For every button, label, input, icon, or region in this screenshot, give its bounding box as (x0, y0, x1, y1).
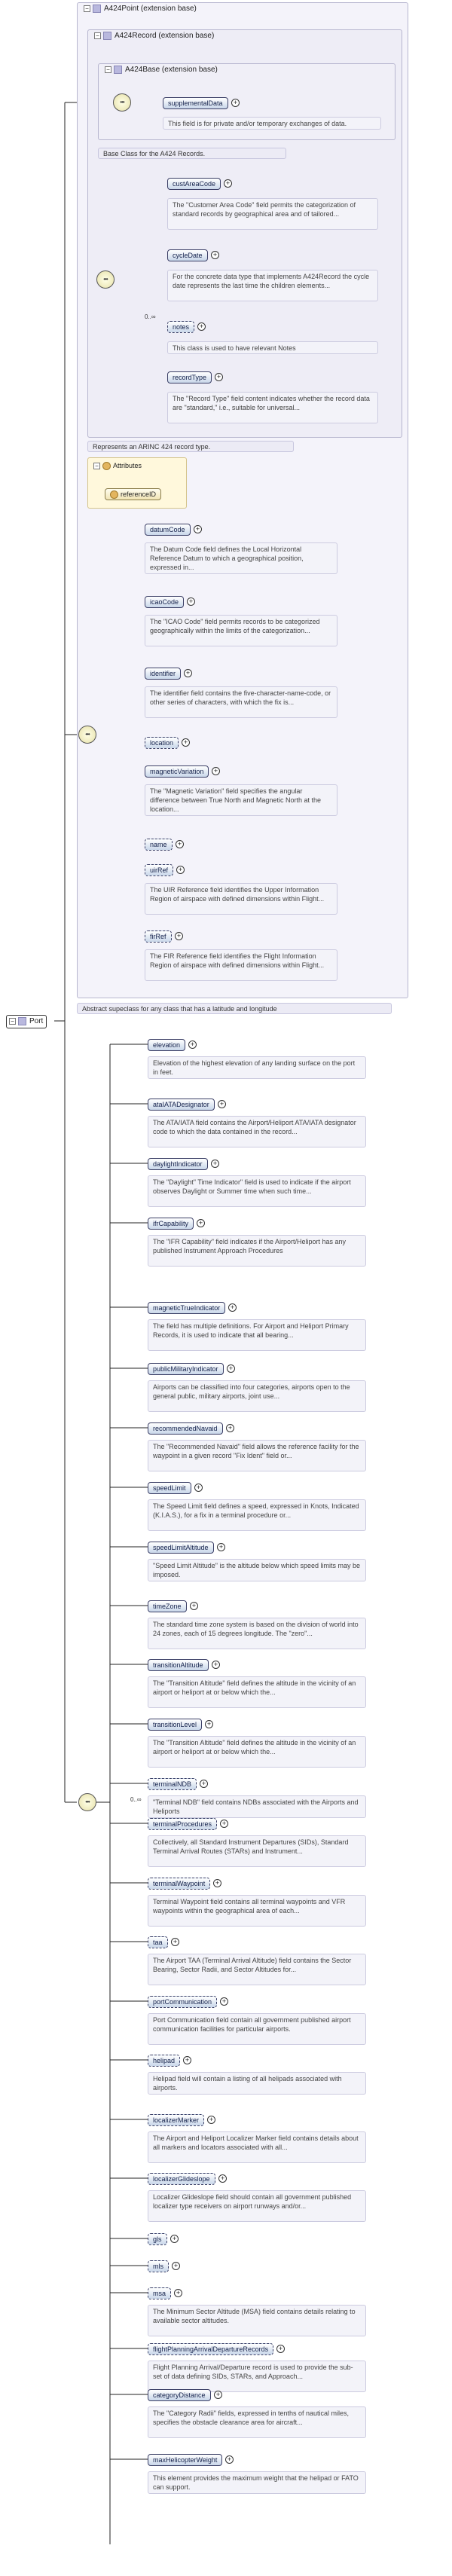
expand-plus-icon[interactable]: + (217, 1543, 225, 1551)
attribute-icon (102, 462, 111, 470)
element-doc: The identifier field contains the five-character-name-code, or other series of characters, with which the fix is... (145, 686, 337, 718)
expand-plus-icon[interactable]: + (218, 1100, 226, 1108)
element-doc: Terminal Waypoint field contains all terminal waypoints and VFR waypoints within the geographical area of each... (148, 1895, 366, 1927)
element-portCommunication[interactable]: portCommunication (148, 1996, 217, 2008)
element-recommendedNavaid[interactable]: recommendedNavaid (148, 1422, 223, 1435)
collapse-toggle[interactable]: − (9, 1018, 16, 1025)
element-doc: The "ICAO Code" field permits records to be categorized geographically within the limits of the categorization... (145, 615, 337, 646)
expand-plus-icon[interactable]: + (174, 2289, 182, 2297)
element-doc: Helipad field will contain a listing of all helipads associated with airports. (148, 2072, 366, 2095)
element-gls[interactable]: gls (148, 2233, 167, 2245)
element-doc: This field is for private and/or temporary exchanges of data. (163, 117, 381, 130)
element-mls[interactable]: mls (148, 2260, 169, 2272)
element-doc: For the concrete data type that implements A424Record the cycle date represents the last time the children elements... (167, 270, 378, 301)
element-doc: The ATA/IATA field contains the Airport/Heliport ATA/IATA designator code to which the data contained in the record... (148, 1116, 366, 1147)
sequence-compositor-icon[interactable]: ••• (78, 1793, 96, 1811)
attributes-header (93, 462, 142, 470)
expand-plus-icon[interactable]: + (172, 2262, 180, 2270)
expand-plus-icon[interactable]: + (182, 738, 190, 747)
expand-plus-icon[interactable]: + (220, 1997, 228, 2006)
element-transitionLevel[interactable]: transitionLevel (148, 1719, 202, 1731)
element-name[interactable]: name (145, 839, 173, 851)
expand-plus-icon[interactable]: + (213, 1879, 221, 1887)
expand-plus-icon[interactable]: + (175, 932, 183, 940)
element-timeZone[interactable]: timeZone (148, 1600, 187, 1612)
expand-plus-icon[interactable]: + (215, 373, 223, 381)
expand-plus-icon[interactable]: + (211, 1160, 219, 1168)
sequence-compositor-icon[interactable]: ••• (96, 270, 115, 289)
element-doc: Port Communication field contain all government published airport communication facilities for particular airports. (148, 2013, 366, 2045)
expand-plus-icon[interactable]: + (227, 1364, 235, 1373)
element-doc: The "Daylight" Time Indicator" field is used to indicate if the airport observes Daylight or Summer time when such time... (148, 1175, 366, 1207)
element-doc: The Airport and Heliport Localizer Marker field contains details about all markers and locators associated with all... (148, 2131, 366, 2163)
element-magneticTrueIndicator[interactable]: magneticTrueIndicator (148, 1302, 225, 1314)
element-doc: This class is used to have relevant Notes (167, 341, 378, 354)
element-datumCode[interactable]: datumCode (145, 524, 191, 536)
element-doc: The "Transition Altitude" field defines the altitude in the vicinity of an airport or heliport at or below which the... (148, 1676, 366, 1708)
extension-record-header (94, 32, 214, 40)
expand-plus-icon[interactable]: + (212, 767, 220, 775)
attribute-label: referenceID (121, 490, 157, 498)
element-doc: This element provides the maximum weight that the helipad or FATO can support. (148, 2471, 366, 2494)
element-categoryDistance[interactable]: categoryDistance (148, 2389, 211, 2401)
type-icon (93, 5, 101, 13)
extension-base-header (105, 66, 218, 74)
attribute-icon (110, 490, 118, 499)
element-doc: The FIR Reference field identifies the Flight Information Region of airspace with defined dimensions within Flight... (145, 949, 337, 981)
expand-plus-icon[interactable]: + (231, 99, 240, 107)
sequence-compositor-icon[interactable]: ••• (78, 726, 96, 744)
root-label: Port (29, 1017, 44, 1025)
element-doc: The Speed Limit field defines a speed, expressed in Knots, Indicated (K.I.A.S.), for a fix in a terminal procedure or... (148, 1499, 366, 1531)
expand-plus-icon[interactable]: + (194, 1484, 203, 1492)
sequence-compositor-icon[interactable]: ••• (113, 93, 131, 112)
element-msa[interactable]: msa (148, 2287, 171, 2299)
expand-plus-icon[interactable]: + (276, 2345, 285, 2353)
complex-type-icon (18, 1017, 26, 1025)
element-terminalProcedures[interactable]: terminalProcedures (148, 1818, 217, 1830)
element-doc: "Terminal NDB" field contains NDBs associated with the Airports and Heliports (148, 1795, 366, 1818)
element-doc: The "Record Type" field content indicates whether the record data are "standard," i.e., suitable for universal... (167, 392, 378, 423)
expand-plus-icon[interactable]: + (197, 322, 206, 331)
element-identifier[interactable]: identifier (145, 668, 181, 680)
record-doc: Represents an ARINC 424 record type. (87, 441, 294, 452)
element-firRef[interactable]: firRef (145, 930, 172, 943)
root-element-port[interactable] (6, 1015, 47, 1028)
expand-plus-icon[interactable]: + (190, 1602, 198, 1610)
type-icon (103, 32, 111, 40)
record-base-doc: Base Class for the A424 Records. (98, 148, 286, 159)
attributes-title: Attributes (113, 462, 142, 469)
element-doc: Localizer Glideslope field should contain all government published localizer type receivers on airport runways and/or... (148, 2190, 366, 2222)
element-supplementalData[interactable]: supplementalData (163, 97, 228, 109)
attributes-box (87, 457, 187, 509)
collapse-toggle-record[interactable]: − (94, 32, 101, 39)
extension-point-header (84, 5, 197, 13)
expand-plus-icon[interactable]: + (220, 1820, 228, 1828)
element-doc: Airports can be classified into four categories, airports open to the general public, military airports, joint use... (148, 1380, 366, 1412)
expand-plus-icon[interactable]: + (171, 1938, 179, 1946)
element-doc: The "Customer Area Code" field permits the categorization of standard records by geographical area and of tailored... (167, 198, 378, 230)
element-doc: The UIR Reference field identifies the Upper Information Region of airspace with defined dimensions within Flight... (145, 883, 337, 915)
element-doc: The Minimum Sector Altitude (MSA) field contains details relating to available sector altitudes. (148, 2305, 366, 2336)
expand-plus-icon[interactable]: + (184, 669, 192, 677)
expand-plus-icon[interactable]: + (228, 1303, 237, 1312)
expand-plus-icon[interactable]: + (212, 1661, 220, 1669)
element-maxHelicopterWeight[interactable]: maxHelicopterWeight (148, 2454, 222, 2466)
expand-plus-icon[interactable]: + (183, 2056, 191, 2064)
element-ataIATADesignator[interactable]: ataIATADesignator (148, 1099, 215, 1111)
element-doc: Flight Planning Arrival/Departure record is used to provide the sub-set of data defining SIDs, STARs, and Approach... (148, 2361, 366, 2392)
element-doc: The standard time zone system is based on the division of world into 24 zones, each of 15 degrees longitude. The "zero"... (148, 1618, 366, 1649)
extension-point-title: A424Point (extension base) (104, 5, 197, 14)
expand-plus-icon[interactable]: + (170, 2235, 179, 2243)
expand-plus-icon[interactable]: + (224, 179, 232, 188)
expand-plus-icon[interactable]: + (225, 2455, 234, 2464)
attribute-referenceID[interactable] (105, 488, 161, 500)
element-notes[interactable]: notes (167, 321, 194, 333)
element-localizerMarker[interactable]: localizerMarker (148, 2114, 204, 2126)
expand-plus-icon[interactable]: + (207, 2116, 215, 2124)
element-custAreaCode[interactable]: custAreaCode (167, 178, 221, 190)
element-transitionAltitude[interactable]: transitionAltitude (148, 1659, 209, 1671)
extension-record-title: A424Record (extension base) (115, 32, 215, 41)
element-taa[interactable]: taa (148, 1936, 168, 1948)
expand-plus-icon[interactable]: + (187, 597, 195, 606)
expand-plus-icon[interactable]: + (188, 1040, 197, 1049)
expand-plus-icon[interactable]: + (226, 1424, 234, 1432)
element-cycleDate[interactable]: cycleDate (167, 249, 208, 261)
element-location[interactable]: location (145, 737, 179, 749)
extension-base-title: A424Base (extension base) (125, 66, 218, 75)
element-doc: The "Recommended Navaid" field allows the reference facility for the waypoint in a given record "Fix Ident" field or... (148, 1440, 366, 1471)
element-doc: The "IFR Capability" field indicates if the Airport/Heliport has any published Instrument Approach Procedures (148, 1235, 366, 1267)
element-elevation[interactable]: elevation (148, 1039, 185, 1051)
element-doc: The field has multiple definitions. For Airport and Heliport Primary Records, it is used to indicate that all bearing... (148, 1319, 366, 1351)
element-doc: "Speed Limit Altitude" is the altitude below which speed limits may be imposed. (148, 1559, 366, 1581)
expand-plus-icon[interactable]: + (194, 525, 202, 533)
element-doc: The "Transition Altitude" field defines the altitude in the vicinity of an airport or heliport at or below which the... (148, 1736, 366, 1768)
expand-plus-icon[interactable]: + (197, 1219, 205, 1227)
element-doc: Elevation of the highest elevation of any landing surface on the port in feet. (148, 1056, 366, 1079)
element-doc: The "Category Radii" fields, expressed in tenths of nautical miles, specifies the obstacle clearance area for aircraft... (148, 2406, 366, 2438)
point-doc: Abstract supeclass for any class that has a latitude and longitude (77, 1003, 392, 1014)
element-doc: The Airport TAA (Terminal Arrival Altitude) field contains the Sector Bearing, Sector Radii, and Sector Altitudes for... (148, 1954, 366, 1985)
element-uirRef[interactable]: uirRef (145, 864, 173, 876)
collapse-toggle-point[interactable]: − (84, 5, 90, 12)
type-icon (114, 66, 122, 74)
collapse-toggle-attributes[interactable]: − (93, 463, 100, 469)
element-recordType[interactable]: recordType (167, 371, 212, 383)
cardinality-label: 0..∞ (145, 313, 156, 320)
cardinality-label: 0..∞ (130, 1796, 142, 1803)
element-daylightIndicator[interactable]: daylightIndicator (148, 1158, 208, 1170)
element-flightPlanningArrivalDepartureRecords[interactable]: flightPlanningArrivalDepartureRecords (148, 2343, 273, 2355)
expand-plus-icon[interactable]: + (205, 1720, 213, 1728)
element-magneticVariation[interactable]: magneticVariation (145, 765, 209, 778)
element-publicMilitaryIndicator[interactable]: publicMilitaryIndicator (148, 1363, 224, 1375)
expand-plus-icon[interactable]: + (218, 2174, 227, 2183)
element-helipad[interactable]: helipad (148, 2055, 180, 2067)
expand-plus-icon[interactable]: + (211, 251, 219, 259)
collapse-toggle-base[interactable]: − (105, 66, 111, 73)
element-terminalWaypoint[interactable]: terminalWaypoint (148, 1878, 210, 1890)
element-speedLimit[interactable]: speedLimit (148, 1482, 191, 1494)
element-speedLimitAltitude[interactable]: speedLimitAltitude (148, 1542, 214, 1554)
expand-plus-icon[interactable]: + (200, 1780, 208, 1788)
expand-plus-icon[interactable]: + (176, 866, 185, 874)
element-terminalNDB[interactable]: terminalNDB (148, 1778, 197, 1790)
element-doc: Collectively, all Standard Instrument Departures (SIDs), Standard Terminal Arrival Routes (STARs) and Instrument... (148, 1835, 366, 1867)
element-icaoCode[interactable]: icaoCode (145, 596, 184, 608)
expand-plus-icon[interactable]: + (214, 2391, 222, 2399)
element-localizerGlideslope[interactable]: localizerGlideslope (148, 2173, 215, 2185)
element-doc: The Datum Code field defines the Local Horizontal Reference Datum to which a geographical position, expressed in... (145, 542, 337, 574)
expand-plus-icon[interactable]: + (176, 840, 184, 848)
element-doc: The "Magnetic Variation" field specifies the angular difference between True North and Magnetic North at the location... (145, 784, 337, 816)
element-ifrCapability[interactable]: ifrCapability (148, 1218, 194, 1230)
